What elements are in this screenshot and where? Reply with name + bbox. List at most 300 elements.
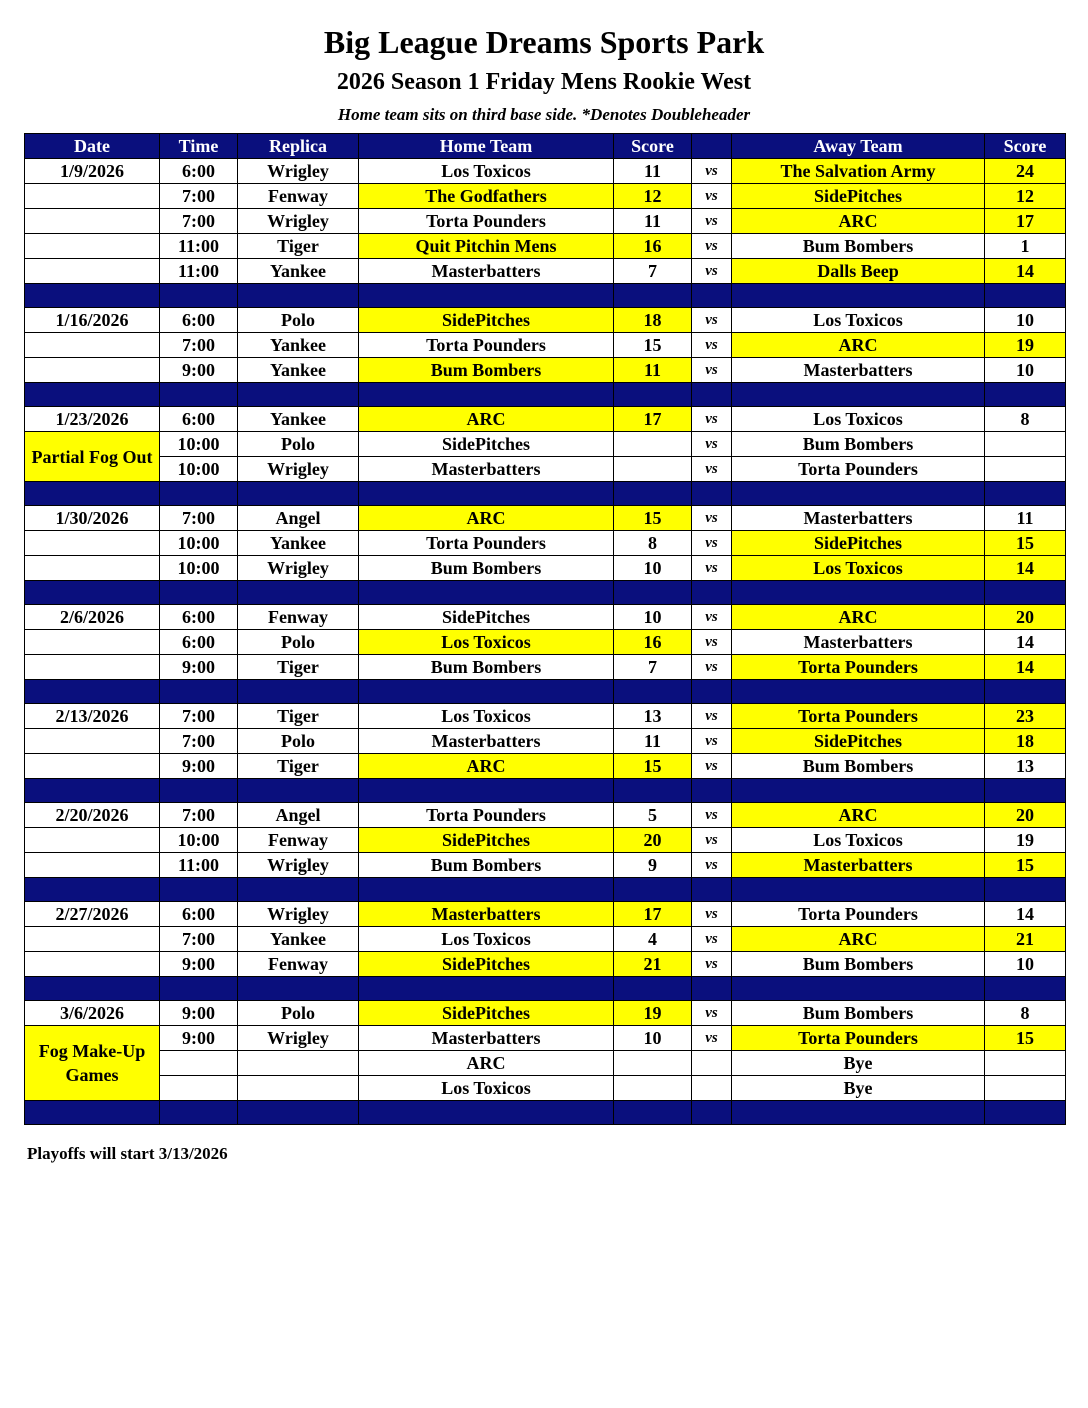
game-row: [25, 1026, 1066, 1051]
game-replica: Yankee: [238, 358, 359, 383]
separator-cell: [614, 680, 692, 704]
game-row: [25, 803, 1066, 828]
game-time: 11:00: [160, 853, 238, 878]
game-replica: Wrigley: [238, 159, 359, 184]
away-team: ARC: [732, 605, 985, 630]
game-time: 6:00: [160, 630, 238, 655]
separator-cell: [985, 581, 1066, 605]
game-replica: Angel: [238, 803, 359, 828]
game-time: 6:00: [160, 308, 238, 333]
game-replica: Wrigley: [238, 1026, 359, 1051]
separator-cell: [25, 977, 160, 1001]
home-team: Los Toxicos: [359, 704, 614, 729]
separator-cell: [359, 680, 614, 704]
separator-cell: [732, 383, 985, 407]
separator-cell: [985, 1101, 1066, 1125]
separator-cell: [160, 977, 238, 1001]
separator-cell: [238, 680, 359, 704]
separator-cell: [692, 383, 732, 407]
separator-cell: [359, 779, 614, 803]
home-score: 10: [614, 1026, 692, 1051]
game-row: [25, 1076, 1066, 1101]
separator-cell: [238, 383, 359, 407]
away-team: ARC: [732, 803, 985, 828]
game-date: 2/6/2026: [25, 605, 160, 630]
away-score: 13: [985, 754, 1066, 779]
separator-cell: [359, 1101, 614, 1125]
separator-cell: [985, 680, 1066, 704]
date-blank-cell: [25, 729, 160, 754]
home-team: Bum Bombers: [359, 556, 614, 581]
col-home-score: Score: [614, 134, 692, 159]
home-score: [614, 1051, 692, 1076]
vs-label: vs: [692, 754, 732, 779]
away-team: Masterbatters: [732, 630, 985, 655]
home-team: SidePitches: [359, 1001, 614, 1026]
away-team: The Salvation Army: [732, 159, 985, 184]
vs-label: vs: [692, 234, 732, 259]
separator-cell: [732, 977, 985, 1001]
separator-cell: [692, 779, 732, 803]
page-title: Big League Dreams Sports Park: [323, 24, 765, 60]
vs-label: vs: [692, 308, 732, 333]
separator-cell: [614, 284, 692, 308]
separator-cell: [238, 779, 359, 803]
separator-cell: [359, 383, 614, 407]
page-subtitle: 2026 Season 1 Friday Mens Rookie West: [336, 69, 752, 95]
home-team: Torta Pounders: [359, 531, 614, 556]
away-team: ARC: [732, 209, 985, 234]
home-team: Torta Pounders: [359, 803, 614, 828]
game-time: 10:00: [160, 457, 238, 482]
home-team: SidePitches: [359, 308, 614, 333]
separator-cell: [160, 383, 238, 407]
vs-label: vs: [692, 259, 732, 284]
home-team: ARC: [359, 407, 614, 432]
home-score: 20: [614, 828, 692, 853]
separator-cell: [985, 482, 1066, 506]
separator-cell: [238, 977, 359, 1001]
game-time: 6:00: [160, 902, 238, 927]
vs-label: vs: [692, 506, 732, 531]
away-team: Los Toxicos: [732, 407, 985, 432]
vs-label: [692, 1076, 732, 1101]
vs-label: vs: [692, 729, 732, 754]
separator-cell: [692, 977, 732, 1001]
separator-cell: [160, 779, 238, 803]
separator-cell: [985, 878, 1066, 902]
game-row: [25, 333, 1066, 358]
vs-label: vs: [692, 159, 732, 184]
away-score: 14: [985, 556, 1066, 581]
home-team: ARC: [359, 506, 614, 531]
away-team: Masterbatters: [732, 358, 985, 383]
vs-label: vs: [692, 1026, 732, 1051]
away-score: 20: [985, 803, 1066, 828]
home-team: Masterbatters: [359, 729, 614, 754]
game-replica: Tiger: [238, 754, 359, 779]
game-date: 1/9/2026: [25, 159, 160, 184]
vs-label: vs: [692, 803, 732, 828]
game-time: 11:00: [160, 234, 238, 259]
date-blank-cell: [25, 630, 160, 655]
week-separator: [25, 680, 1066, 704]
home-team: The Godfathers: [359, 184, 614, 209]
away-score: 10: [985, 308, 1066, 333]
away-team: Dalls Beep: [732, 259, 985, 284]
vs-label: vs: [692, 655, 732, 680]
separator-cell: [692, 878, 732, 902]
separator-cell: [692, 482, 732, 506]
separator-cell: [985, 977, 1066, 1001]
game-row: [25, 630, 1066, 655]
away-score: 18: [985, 729, 1066, 754]
separator-cell: [25, 383, 160, 407]
separator-cell: [25, 878, 160, 902]
game-replica: Yankee: [238, 531, 359, 556]
game-date: 2/20/2026: [25, 803, 160, 828]
away-score: 10: [985, 952, 1066, 977]
away-score: 19: [985, 333, 1066, 358]
home-team: ARC: [359, 754, 614, 779]
home-team: Bum Bombers: [359, 655, 614, 680]
separator-cell: [614, 977, 692, 1001]
game-replica: Fenway: [238, 952, 359, 977]
separator-cell: [25, 482, 160, 506]
separator-cell: [614, 1101, 692, 1125]
date-blank-cell: [25, 234, 160, 259]
date-blank-cell: [25, 853, 160, 878]
separator-cell: [732, 779, 985, 803]
schedule-note: Home team sits on third base side. *Denotes Doubleheader: [337, 105, 751, 124]
away-team: ARC: [732, 333, 985, 358]
home-team: SidePitches: [359, 828, 614, 853]
game-time: 6:00: [160, 605, 238, 630]
vs-label: vs: [692, 407, 732, 432]
vs-label: vs: [692, 853, 732, 878]
away-team: Bum Bombers: [732, 754, 985, 779]
separator-cell: [238, 482, 359, 506]
away-score: 23: [985, 704, 1066, 729]
game-time: 10:00: [160, 828, 238, 853]
date-blank-cell: [25, 531, 160, 556]
separator-cell: [732, 581, 985, 605]
game-replica: Yankee: [238, 259, 359, 284]
home-team: Bum Bombers: [359, 853, 614, 878]
date-blank-cell: [25, 358, 160, 383]
game-row: [25, 531, 1066, 556]
away-score: [985, 432, 1066, 457]
separator-cell: [985, 383, 1066, 407]
separator-cell: [614, 779, 692, 803]
separator-cell: [614, 383, 692, 407]
separator-cell: [359, 482, 614, 506]
away-score: 8: [985, 407, 1066, 432]
game-time: 7:00: [160, 927, 238, 952]
game-time: 9:00: [160, 1026, 238, 1051]
away-team: Los Toxicos: [732, 308, 985, 333]
away-score: 24: [985, 159, 1066, 184]
separator-cell: [359, 284, 614, 308]
schedule-body: [25, 159, 1066, 1125]
away-score: [985, 457, 1066, 482]
game-replica: Angel: [238, 506, 359, 531]
away-team: Torta Pounders: [732, 655, 985, 680]
week-note: Partial Fog Out: [25, 432, 160, 482]
game-replica: Wrigley: [238, 902, 359, 927]
game-replica: Polo: [238, 308, 359, 333]
game-row: [25, 159, 1066, 184]
home-score: 15: [614, 333, 692, 358]
game-time: 7:00: [160, 333, 238, 358]
home-team: Los Toxicos: [359, 159, 614, 184]
game-time: 7:00: [160, 704, 238, 729]
game-time: 9:00: [160, 952, 238, 977]
game-row: [25, 184, 1066, 209]
game-date: 1/30/2026: [25, 506, 160, 531]
vs-label: vs: [692, 902, 732, 927]
home-team: Los Toxicos: [359, 927, 614, 952]
home-team: SidePitches: [359, 605, 614, 630]
home-team: Masterbatters: [359, 259, 614, 284]
vs-label: vs: [692, 358, 732, 383]
week-separator: [25, 878, 1066, 902]
home-score: 9: [614, 853, 692, 878]
game-replica: Polo: [238, 1001, 359, 1026]
away-score: 10: [985, 358, 1066, 383]
game-time: 11:00: [160, 259, 238, 284]
date-blank-cell: [25, 333, 160, 358]
home-team: Masterbatters: [359, 1026, 614, 1051]
date-blank-cell: [25, 259, 160, 284]
separator-cell: [238, 878, 359, 902]
game-replica: [238, 1076, 359, 1101]
home-score: [614, 457, 692, 482]
vs-label: vs: [692, 828, 732, 853]
game-replica: Polo: [238, 729, 359, 754]
game-row: [25, 605, 1066, 630]
col-time: Time: [160, 134, 238, 159]
away-score: 14: [985, 259, 1066, 284]
home-team: SidePitches: [359, 952, 614, 977]
away-score: [985, 1051, 1066, 1076]
game-date: 1/23/2026: [25, 407, 160, 432]
home-score: 18: [614, 308, 692, 333]
away-team: SidePitches: [732, 729, 985, 754]
game-row: [25, 556, 1066, 581]
game-replica: Tiger: [238, 655, 359, 680]
col-vs: [692, 134, 732, 159]
away-team: Masterbatters: [732, 853, 985, 878]
vs-label: vs: [692, 333, 732, 358]
week-separator: [25, 1101, 1066, 1125]
game-row: [25, 927, 1066, 952]
separator-cell: [985, 779, 1066, 803]
away-score: 14: [985, 902, 1066, 927]
away-score: 15: [985, 853, 1066, 878]
week-separator: [25, 779, 1066, 803]
date-blank-cell: [25, 556, 160, 581]
home-score: 16: [614, 234, 692, 259]
away-score: 12: [985, 184, 1066, 209]
separator-cell: [160, 284, 238, 308]
week-note: Fog Make-Up Games: [25, 1026, 160, 1101]
away-score: [985, 1076, 1066, 1101]
game-date: 3/6/2026: [25, 1001, 160, 1026]
date-blank-cell: [25, 184, 160, 209]
game-row: [25, 358, 1066, 383]
away-team: SidePitches: [732, 184, 985, 209]
game-time: 7:00: [160, 184, 238, 209]
home-score: 7: [614, 655, 692, 680]
date-blank-cell: [25, 655, 160, 680]
home-team: Los Toxicos: [359, 1076, 614, 1101]
game-replica: Fenway: [238, 828, 359, 853]
separator-cell: [732, 680, 985, 704]
game-replica: Wrigley: [238, 457, 359, 482]
game-row: [25, 407, 1066, 432]
separator-cell: [985, 284, 1066, 308]
vs-label: vs: [692, 605, 732, 630]
game-replica: Wrigley: [238, 556, 359, 581]
separator-cell: [692, 680, 732, 704]
game-time: [160, 1051, 238, 1076]
home-score: [614, 432, 692, 457]
away-score: 15: [985, 1026, 1066, 1051]
separator-cell: [732, 284, 985, 308]
game-time: [160, 1076, 238, 1101]
home-team: ARC: [359, 1051, 614, 1076]
game-time: 10:00: [160, 432, 238, 457]
date-blank-cell: [25, 828, 160, 853]
home-team: Torta Pounders: [359, 333, 614, 358]
game-row: [25, 234, 1066, 259]
away-team: SidePitches: [732, 531, 985, 556]
game-time: 10:00: [160, 556, 238, 581]
game-date: 1/16/2026: [25, 308, 160, 333]
game-row: [25, 729, 1066, 754]
game-row: [25, 853, 1066, 878]
game-time: 7:00: [160, 803, 238, 828]
separator-cell: [238, 581, 359, 605]
game-row: [25, 655, 1066, 680]
away-team: Bum Bombers: [732, 234, 985, 259]
away-team: ARC: [732, 927, 985, 952]
away-score: 14: [985, 655, 1066, 680]
vs-label: [692, 1051, 732, 1076]
game-row: [25, 952, 1066, 977]
home-score: 13: [614, 704, 692, 729]
vs-label: vs: [692, 927, 732, 952]
away-score: 17: [985, 209, 1066, 234]
game-row: [25, 457, 1066, 482]
home-score: 11: [614, 159, 692, 184]
col-home-team: Home Team: [359, 134, 614, 159]
away-team: Los Toxicos: [732, 828, 985, 853]
home-score: 17: [614, 407, 692, 432]
separator-cell: [359, 878, 614, 902]
separator-cell: [25, 779, 160, 803]
game-time: 9:00: [160, 1001, 238, 1026]
home-score: 16: [614, 630, 692, 655]
game-row: [25, 754, 1066, 779]
col-away-score: Score: [985, 134, 1066, 159]
home-team: Masterbatters: [359, 457, 614, 482]
away-score: 14: [985, 630, 1066, 655]
away-score: 11: [985, 506, 1066, 531]
date-blank-cell: [25, 754, 160, 779]
home-score: 15: [614, 506, 692, 531]
home-score: 19: [614, 1001, 692, 1026]
game-replica: Polo: [238, 432, 359, 457]
col-replica: Replica: [238, 134, 359, 159]
game-replica: Tiger: [238, 234, 359, 259]
game-replica: Fenway: [238, 605, 359, 630]
separator-cell: [160, 680, 238, 704]
home-team: Torta Pounders: [359, 209, 614, 234]
week-separator: [25, 383, 1066, 407]
game-row: [25, 308, 1066, 333]
separator-cell: [160, 581, 238, 605]
game-row: [25, 506, 1066, 531]
game-replica: Fenway: [238, 184, 359, 209]
date-blank-cell: [25, 927, 160, 952]
vs-label: vs: [692, 184, 732, 209]
away-score: 19: [985, 828, 1066, 853]
away-team: Masterbatters: [732, 506, 985, 531]
away-team: Torta Pounders: [732, 457, 985, 482]
separator-cell: [614, 482, 692, 506]
home-score: 5: [614, 803, 692, 828]
game-replica: Polo: [238, 630, 359, 655]
game-time: 10:00: [160, 531, 238, 556]
vs-label: vs: [692, 432, 732, 457]
game-row: [25, 209, 1066, 234]
vs-label: vs: [692, 209, 732, 234]
away-team: Torta Pounders: [732, 704, 985, 729]
game-replica: Yankee: [238, 407, 359, 432]
home-team: Masterbatters: [359, 902, 614, 927]
separator-cell: [25, 1101, 160, 1125]
away-score: 1: [985, 234, 1066, 259]
separator-cell: [25, 284, 160, 308]
away-team: Bye: [732, 1051, 985, 1076]
home-score: 10: [614, 605, 692, 630]
away-team: Torta Pounders: [732, 902, 985, 927]
game-time: 7:00: [160, 506, 238, 531]
game-row: [25, 704, 1066, 729]
vs-label: vs: [692, 556, 732, 581]
game-date: 2/27/2026: [25, 902, 160, 927]
separator-cell: [160, 482, 238, 506]
game-replica: Yankee: [238, 333, 359, 358]
home-score: 10: [614, 556, 692, 581]
schedule-table: [24, 133, 1066, 1125]
separator-cell: [160, 1101, 238, 1125]
away-team: Bye: [732, 1076, 985, 1101]
separator-cell: [732, 482, 985, 506]
home-score: 8: [614, 531, 692, 556]
home-team: Los Toxicos: [359, 630, 614, 655]
separator-cell: [614, 878, 692, 902]
week-separator: [25, 482, 1066, 506]
away-score: 15: [985, 531, 1066, 556]
home-team: Quit Pitchin Mens: [359, 234, 614, 259]
separator-cell: [614, 581, 692, 605]
game-replica: Wrigley: [238, 209, 359, 234]
away-score: 8: [985, 1001, 1066, 1026]
separator-cell: [25, 581, 160, 605]
